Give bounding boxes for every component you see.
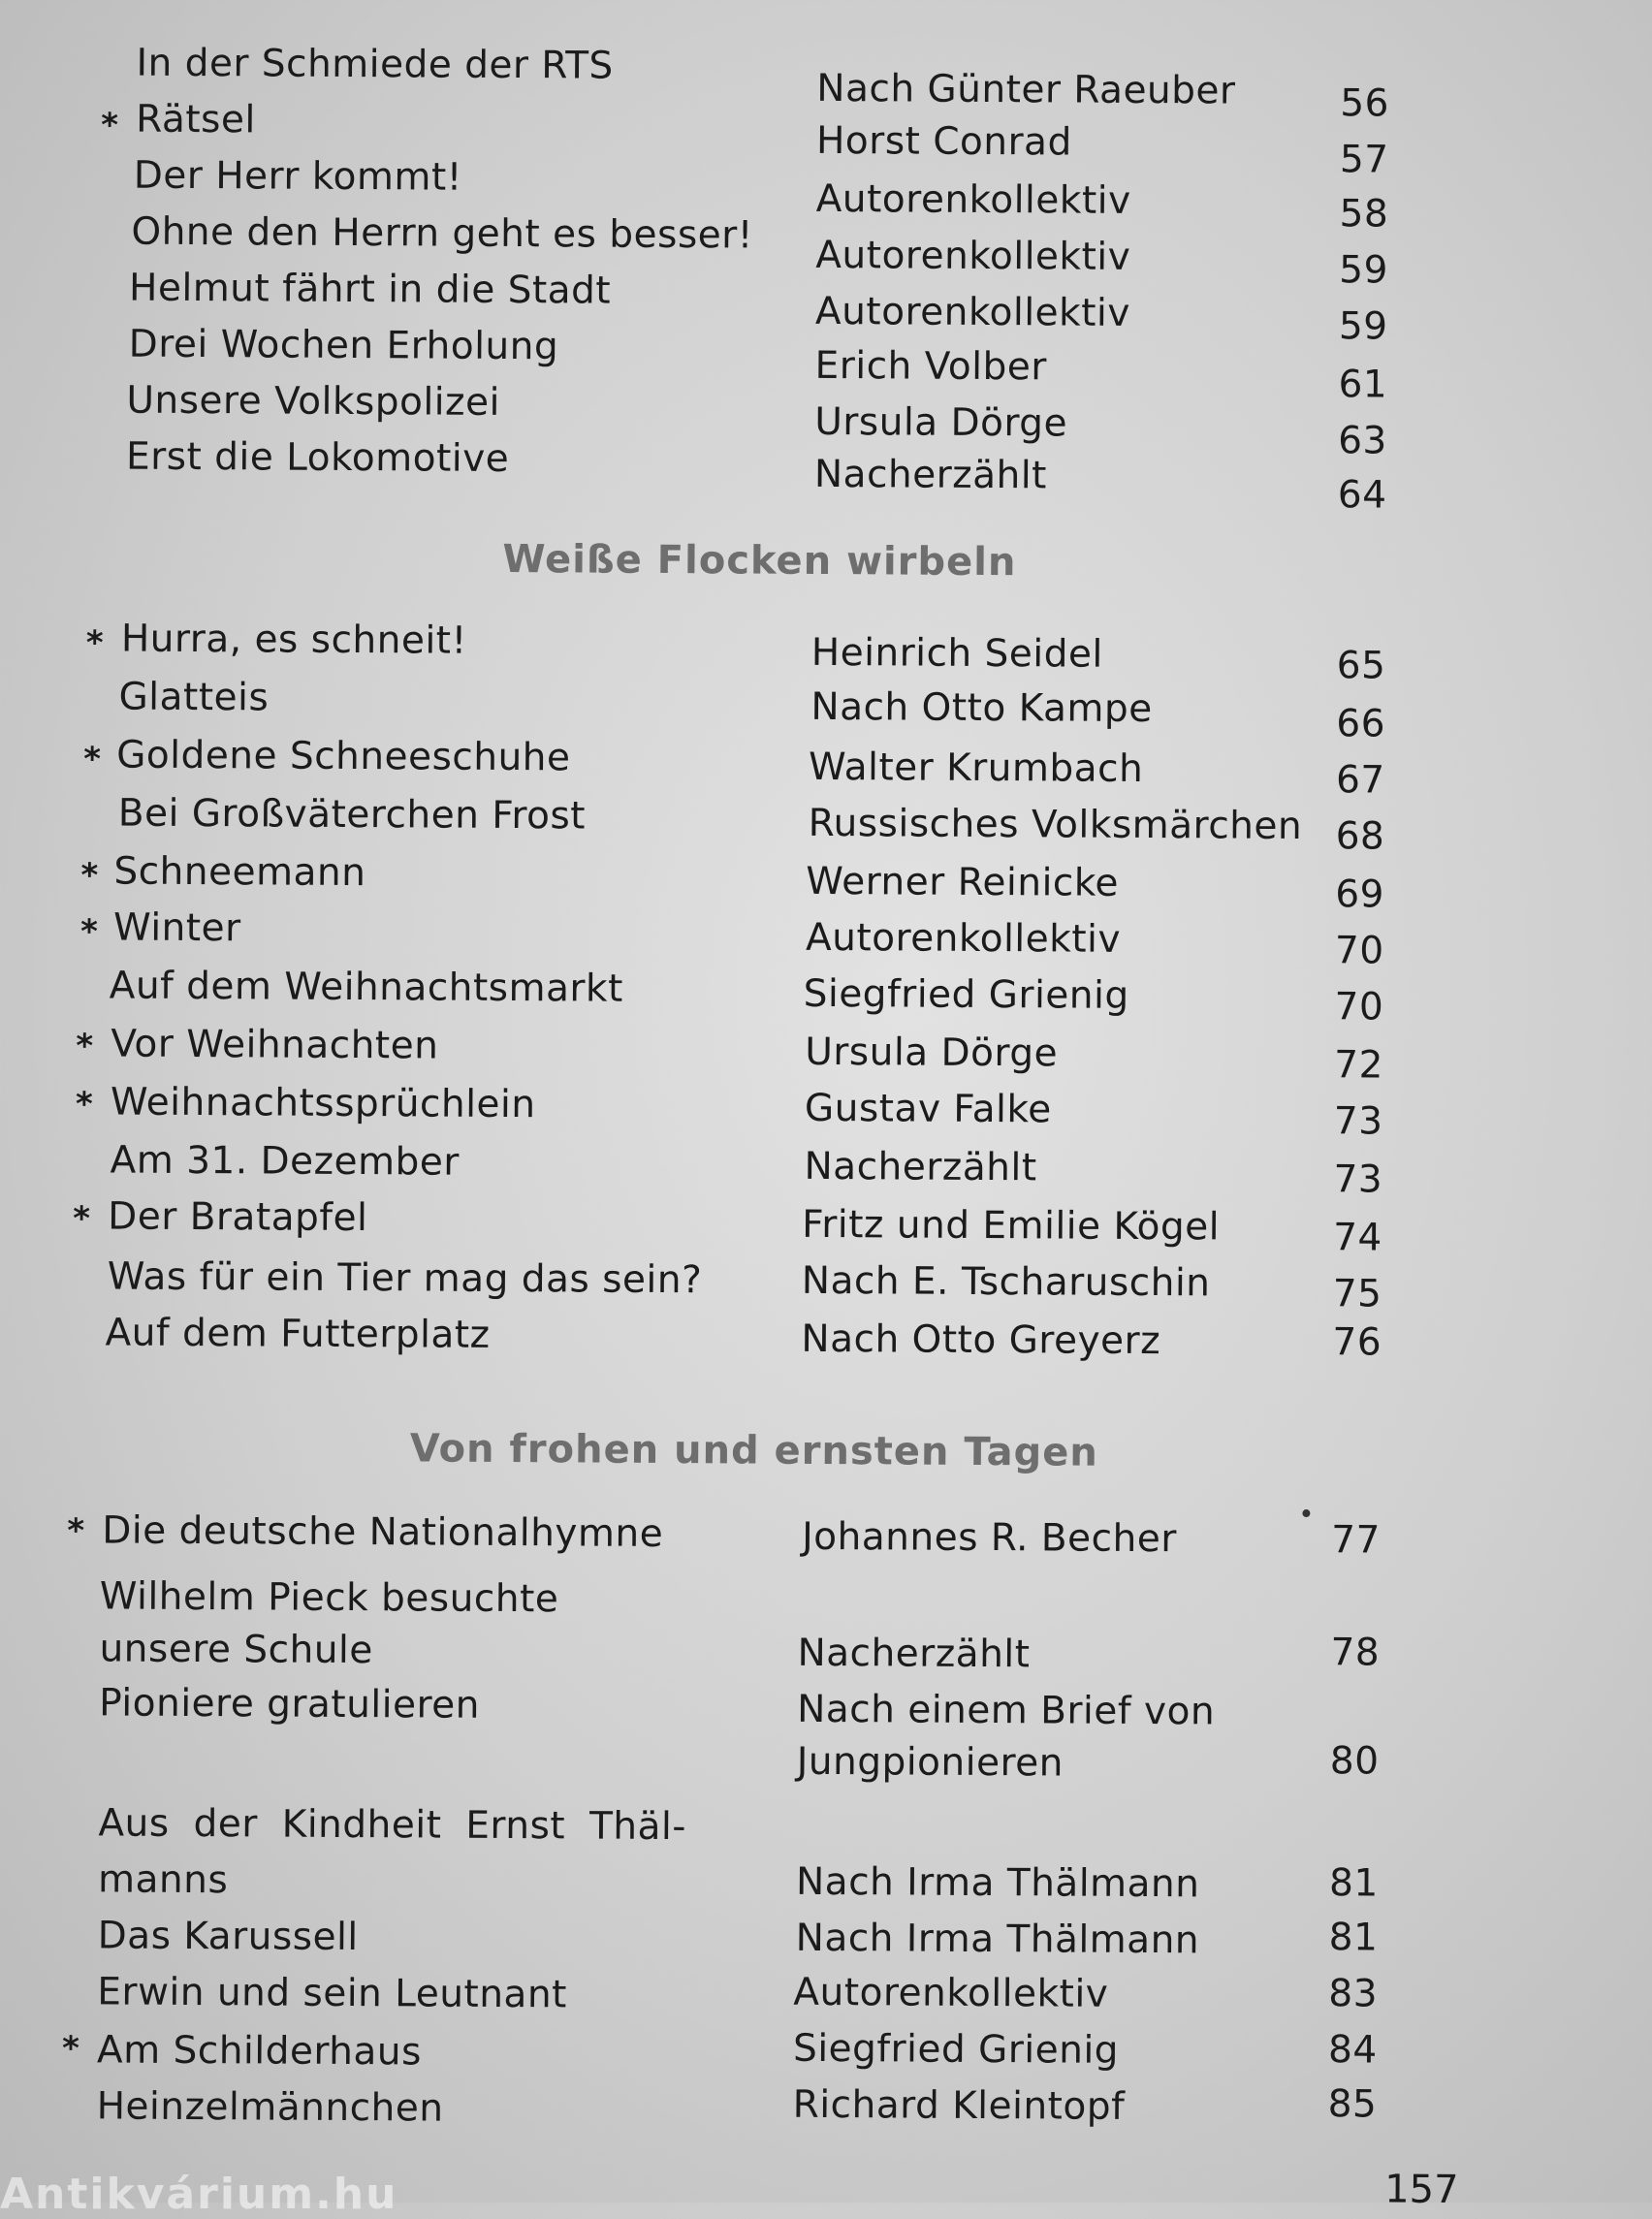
ink-speck <box>1302 1509 1310 1517</box>
star-marker: * <box>83 738 102 780</box>
entry-page: 81 <box>1329 1862 1397 1905</box>
toc-entry <box>0 1195 1651 1205</box>
entry-author: Gustav Falke <box>805 1088 1052 1132</box>
entry-page: 84 <box>1328 2029 1396 2072</box>
entry-author: Nach Irma Thälmann <box>796 1918 1200 1963</box>
entry-page: 57 <box>1340 139 1408 181</box>
entry-title: Am Schilderhaus <box>97 2029 422 2074</box>
entry-author: Horst Conrad <box>816 120 1072 165</box>
entry-author: Siegfried Grienig <box>793 2028 1119 2073</box>
section-heading: Von frohen und ernsten Tagen <box>0 1424 1510 1478</box>
toc-entry <box>3 676 1652 685</box>
entry-title: Schneemann <box>113 851 365 896</box>
entry-author: Nach einem Brief von <box>797 1689 1215 1734</box>
entry-author: Russisches Volksmärchen <box>809 803 1303 848</box>
toc-entry <box>0 1575 1649 1585</box>
star-marker: * <box>62 2027 80 2070</box>
entry-title: Bei Großväterchen Frost <box>118 793 587 839</box>
entry-title: Unsere Volkspolizei <box>126 380 500 425</box>
entry-page: 70 <box>1335 930 1403 972</box>
entry-page: 69 <box>1335 873 1403 916</box>
entry-page: 70 <box>1334 986 1402 1029</box>
star-marker: * <box>80 910 99 953</box>
entry-page: 63 <box>1338 420 1406 462</box>
entry-author: Autorenkollektiv <box>816 178 1131 223</box>
entry-page: 81 <box>1329 1917 1397 1959</box>
star-marker: * <box>76 1025 94 1067</box>
entry-page: 75 <box>1333 1273 1401 1316</box>
entry-page: 80 <box>1330 1740 1398 1783</box>
section-heading: Weiße Flocken wirbeln <box>3 534 1515 588</box>
page-number: 157 <box>1384 2168 1459 2212</box>
entry-title: Erst die Lokomotive <box>126 436 509 481</box>
entry-title: Die deutsche Nationalhymne <box>102 1509 663 1556</box>
toc-entry <box>0 1682 1648 1692</box>
entry-title: Hurra, es schneit! <box>121 618 467 663</box>
toc-entry <box>1 965 1652 974</box>
entry-page: 74 <box>1333 1217 1401 1259</box>
entry-page: 68 <box>1336 815 1404 858</box>
entry-author: Siegfried Grienig <box>804 973 1129 1018</box>
entry-title: Aus der Kindheit Ernst Thäl- <box>98 1802 686 1849</box>
entry-author: Nach Günter Raeuber <box>816 68 1235 113</box>
entry-author: Erich Volber <box>814 345 1046 389</box>
toc-entry <box>0 1858 1647 1868</box>
entry-page: 66 <box>1336 703 1404 745</box>
entry-author: Nach Otto Kampe <box>810 686 1152 731</box>
toc-entry <box>2 792 1652 802</box>
toc-entry <box>2 734 1652 744</box>
toc-entry <box>0 1509 1649 1519</box>
toc-entry <box>2 850 1652 860</box>
entry-title: Wilhelm Pieck besuchte <box>100 1575 559 1621</box>
star-marker: * <box>67 1509 85 1552</box>
entry-author: Nach Irma Thälmann <box>796 1861 1200 1907</box>
entry-author: Heinrich Seidel <box>811 632 1103 677</box>
star-marker: * <box>76 1083 94 1125</box>
entry-page: 83 <box>1328 1973 1396 2015</box>
toc-entry <box>0 1628 1649 1637</box>
toc-entry <box>0 1255 1651 1265</box>
entry-page: 78 <box>1330 1632 1398 1674</box>
entry-title: Heinzelmännchen <box>97 2085 444 2130</box>
entry-author: Werner Reinicke <box>806 861 1119 905</box>
entry-title: Erwin und sein Leutnant <box>97 1971 567 2016</box>
watermark: Antikvárium.hu <box>0 2170 397 2219</box>
entry-author: Jungpionieren <box>797 1741 1064 1786</box>
entry-page: 61 <box>1338 364 1406 406</box>
toc-entry <box>0 1802 1648 1812</box>
entry-title: Der Bratapfel <box>108 1195 367 1240</box>
entry-author: Nacherzählt <box>814 454 1047 497</box>
toc-entry <box>0 2085 1646 2095</box>
entry-title: Goldene Schneeschuhe <box>116 735 571 780</box>
entry-page: 77 <box>1331 1519 1399 1562</box>
entry-author: Nacherzählt <box>804 1146 1036 1189</box>
entry-title: Auf dem Futterplatz <box>105 1312 490 1356</box>
entry-page: 73 <box>1334 1100 1402 1143</box>
toc-entry <box>1 906 1652 916</box>
entry-page: 72 <box>1334 1044 1402 1087</box>
entry-author: Richard Kleintopf <box>793 2084 1126 2129</box>
entry-author: Nacherzählt <box>797 1633 1030 1676</box>
toc-entry <box>0 2029 1646 2039</box>
toc-entry <box>0 1915 1647 1924</box>
entry-author: Autorenkollektiv <box>815 291 1130 335</box>
toc-entry <box>0 1081 1652 1091</box>
entry-author: Autorenkollektiv <box>793 1972 1108 2016</box>
entry-title: Rätsel <box>136 99 256 143</box>
entry-author: Walter Krumbach <box>809 746 1143 791</box>
entry-title: Helmut fährt in die Stadt <box>129 268 611 313</box>
entry-title: Glatteis <box>118 677 269 720</box>
entry-author: Nach Otto Greyerz <box>801 1318 1160 1363</box>
entry-author: Nach E. Tscharuschin <box>802 1260 1211 1306</box>
entry-author: Johannes R. Becher <box>802 1516 1177 1561</box>
entry-title: Auf dem Weihnachtsmarkt <box>110 965 623 1010</box>
entry-title: Der Herr kommt! <box>134 155 462 200</box>
star-marker: * <box>86 621 105 664</box>
toc-entry <box>0 1312 1651 1321</box>
entry-page: 58 <box>1339 193 1407 236</box>
entry-page: 59 <box>1339 305 1407 348</box>
toc-entry <box>0 1139 1652 1149</box>
toc-entry <box>7 42 1652 51</box>
entry-title: Pioniere gratulieren <box>99 1682 480 1727</box>
entry-title: manns <box>98 1858 228 1902</box>
entry-page: 67 <box>1336 759 1404 802</box>
entry-page: 85 <box>1328 2083 1396 2126</box>
entry-title: Weihnachtssprüchlein <box>111 1081 536 1126</box>
entry-author: Autorenkollektiv <box>815 235 1130 279</box>
entry-page: 65 <box>1337 645 1405 687</box>
star-marker: * <box>73 1197 91 1240</box>
star-marker: * <box>80 854 99 897</box>
entry-title: Das Karussell <box>98 1915 359 1959</box>
entry-title: Ohne den Herrn geht es besser! <box>131 211 753 258</box>
entry-author: Ursula Dörge <box>805 1031 1058 1076</box>
entry-author: Fritz und Emilie Kögel <box>802 1204 1220 1250</box>
entry-page: 76 <box>1332 1321 1400 1364</box>
toc-entry <box>0 1736 1648 1746</box>
entry-title: Drei Wochen Erholung <box>129 324 559 369</box>
toc-entry <box>0 1971 1646 1981</box>
entry-title: unsere Schule <box>99 1628 373 1672</box>
entry-page: 59 <box>1339 249 1407 292</box>
entry-page: 64 <box>1338 474 1406 517</box>
entry-title: Vor Weihnachten <box>111 1023 438 1067</box>
entry-title: Winter <box>113 907 241 951</box>
toc-entry <box>3 618 1652 627</box>
entry-page: 73 <box>1333 1158 1401 1201</box>
entry-author: Autorenkollektiv <box>806 917 1121 962</box>
toc-entry <box>0 1023 1652 1032</box>
entry-page: 56 <box>1340 82 1408 125</box>
entry-title: Was für ein Tier mag das sein? <box>108 1255 703 1302</box>
entry-title: In der Schmiede der RTS <box>136 43 613 88</box>
entry-author: Ursula Dörge <box>814 401 1067 446</box>
entry-title: Am 31. Dezember <box>110 1139 460 1184</box>
star-marker: * <box>101 104 119 146</box>
